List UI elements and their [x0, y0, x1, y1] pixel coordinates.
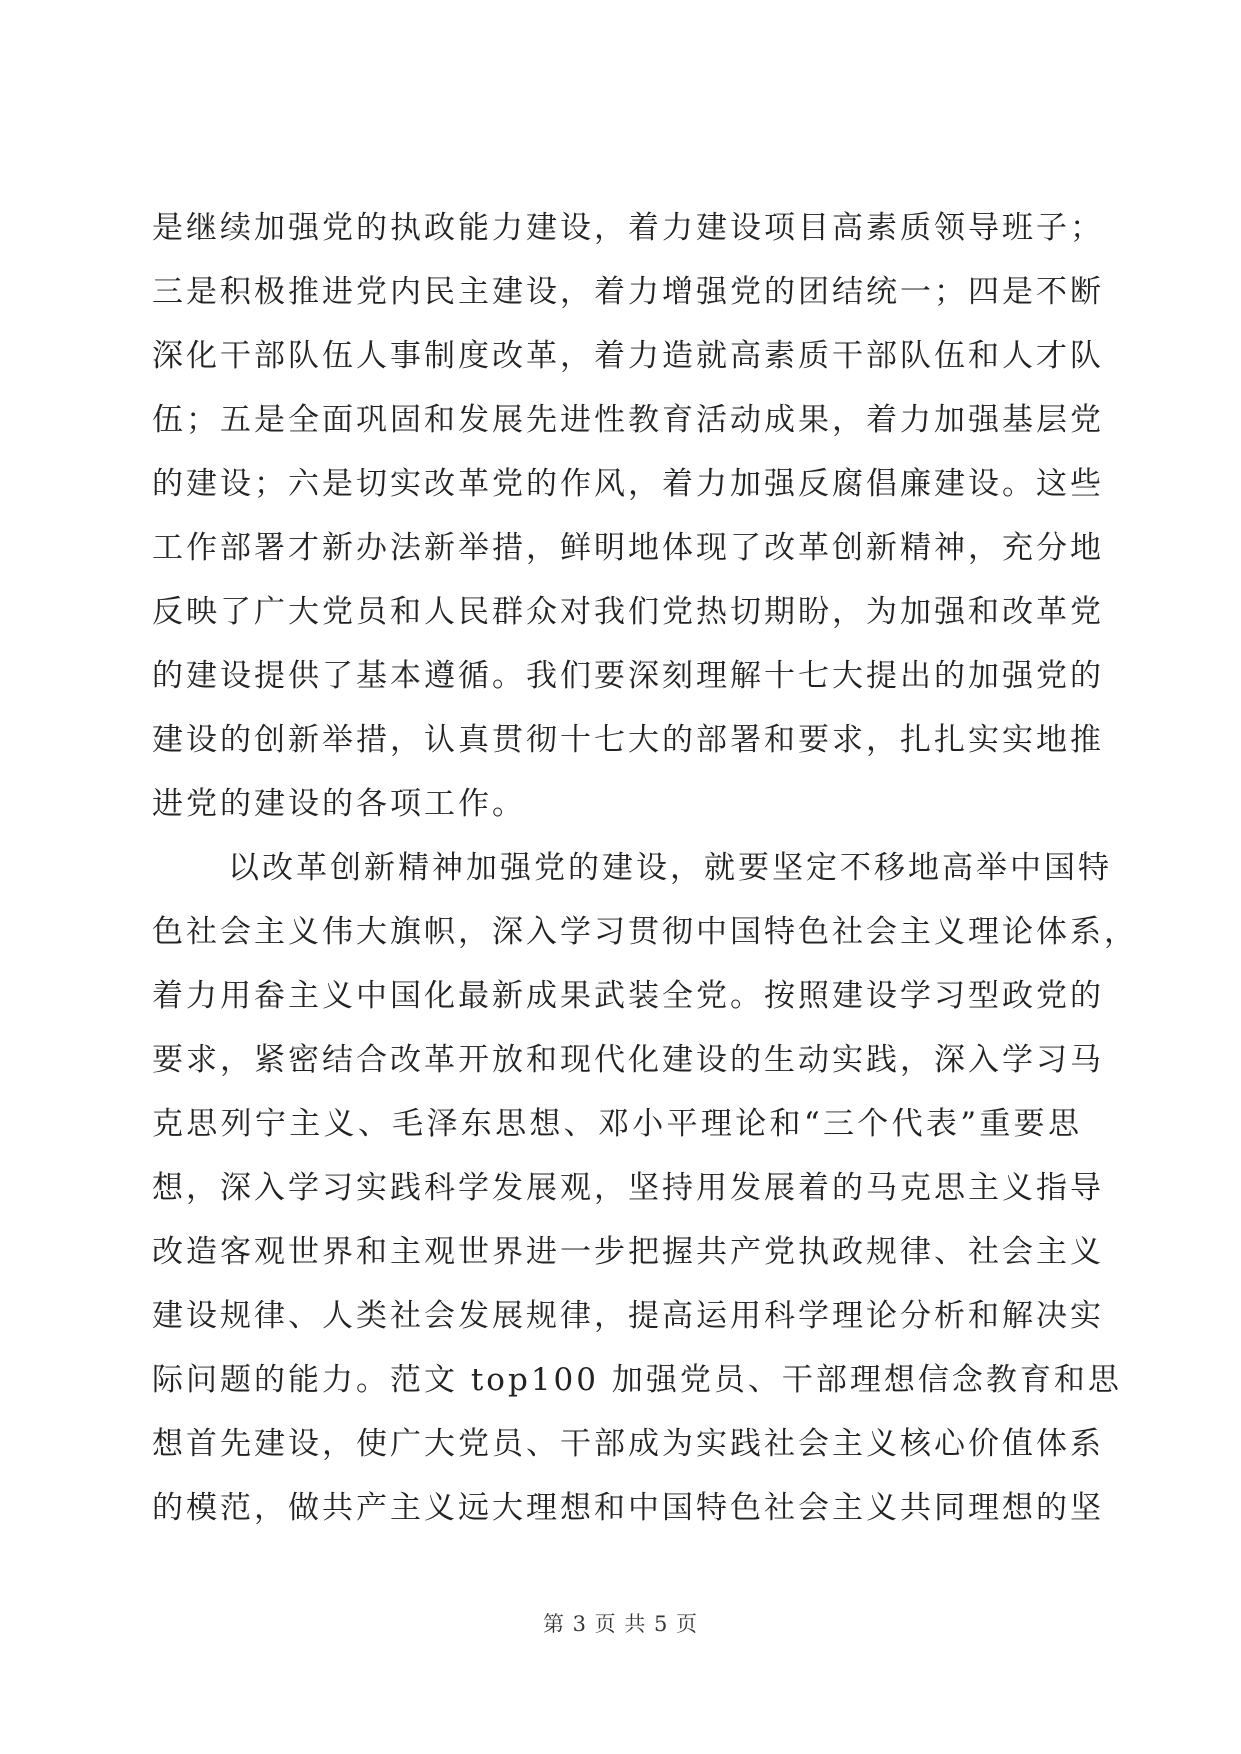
text-line: 反映了广大党员和人民群众对我们党热切期盼，为加强和改革党	[152, 594, 1104, 630]
text-line: 的模范，做共产主义远大理想和中国特色社会主义共同理想的坚	[152, 1490, 1104, 1526]
text-line: 改造客观世界和主观世界进一步把握共产党执政规律、社会主义	[152, 1234, 1104, 1270]
text-line: 建设规律、人类社会发展规律，提高运用科学理论分析和解决实	[152, 1298, 1104, 1334]
text-line: 三是积极推进党内民主建设，着力增强党的团结统一；四是不断	[152, 274, 1104, 310]
body-text	[152, 196, 1138, 1540]
text-line: 想，深入学习实践科学发展观，坚持用发展着的马克思主义指导	[152, 1170, 1104, 1206]
text-line: 进党的建设的各项工作。	[152, 786, 526, 822]
paragraph-2	[152, 836, 1138, 1540]
text-line: 克思列宁主义、毛泽东思想、邓小平理论和“三个代表”重要思	[152, 1106, 1082, 1142]
text-line: 是继续加强党的执政能力建设，着力建设项目高素质领导班子；	[152, 210, 1104, 246]
text-line: 想首先建设，使广大党员、干部成为实践社会主义核心价值体系	[152, 1426, 1104, 1462]
page-number-label: 第 3 页 共 5 页	[542, 1612, 699, 1636]
text-line: 际问题的能力。范文 top100 加强党员、干部理想信念教育和思	[152, 1362, 1122, 1398]
text-line: 着力用畚主义中国化最新成果武装全党。按照建设学习型政党的	[152, 978, 1104, 1014]
paragraph-1	[152, 196, 1104, 836]
text-line: 要求，紧密结合改革开放和现代化建设的生动实践，深入学习马	[152, 1042, 1104, 1078]
page-footer	[0, 1608, 1241, 1638]
text-line: 的建设；六是切实改革党的作风，着力加强反腐倡廉建设。这些	[152, 466, 1104, 502]
text-line: 的建设提供了基本遵循。我们要深刻理解十七大提出的加强党的	[152, 658, 1104, 694]
text-line: 工作部署才新办法新举措，鲜明地体现了改革创新精神，充分地	[152, 530, 1104, 566]
text-line: 色社会主义伟大旗帜，深入学习贯彻中国特色社会主义理论体系，	[152, 914, 1138, 950]
text-line: 建设的创新举措，认真贯彻十七大的部署和要求，扎扎实实地推	[152, 722, 1104, 758]
text-line: 以改革创新精神加强党的建设，就要坚定不移地高举中国特	[228, 850, 1112, 886]
text-line: 深化干部队伍人事制度改革，着力造就高素质干部队伍和人才队	[152, 338, 1104, 374]
text-line: 伍；五是全面巩固和发展先进性教育活动成果，着力加强基层党	[152, 402, 1104, 438]
